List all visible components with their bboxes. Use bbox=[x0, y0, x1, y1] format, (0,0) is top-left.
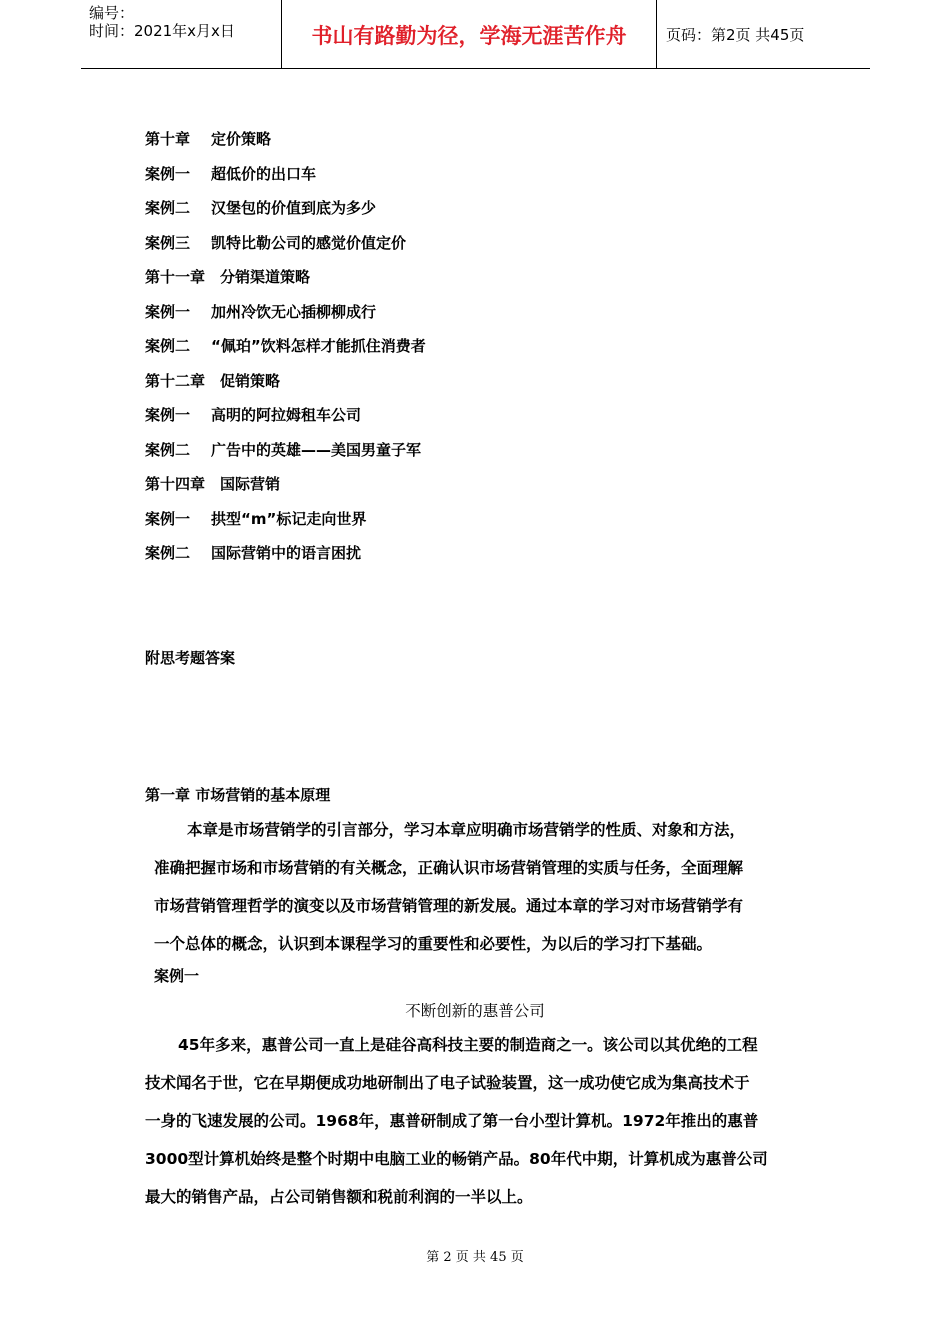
intro-line: 本章是市场营销学的引言部分，学习本章应明确市场营销学的性质、对象和方法， bbox=[187, 821, 746, 839]
toc-entry-text: 高明的阿拉姆租车公司 bbox=[211, 406, 362, 424]
intro-line: 一个总体的概念，认识到本课程学习的重要性和必要性，为以后的学习打下基础。 bbox=[154, 935, 713, 953]
toc-entry-text: 定价策略 bbox=[211, 130, 272, 148]
toc-entry bbox=[145, 266, 310, 287]
intro-line: 市场营销管理哲学的演变以及市场营销管理的新发展。通过本章的学习对市场营销学有 bbox=[154, 897, 744, 915]
case-line: 一身的飞速发展的公司。1968年，惠普研制成了第一台小型计算机。1972年推出的惠普 bbox=[145, 1112, 759, 1130]
toc-entry-text: 汉堡包的价值到底为多少 bbox=[211, 199, 377, 217]
toc-entry-label: 案例一 bbox=[145, 164, 191, 183]
toc-entry-text: “佩珀”饮料怎样才能抓住消费者 bbox=[211, 337, 426, 355]
case-line: 最大的销售产品，占公司销售额和税前利润的一半以上。 bbox=[145, 1188, 533, 1206]
toc-entry-text: 拱型“m”标记走向世界 bbox=[211, 509, 367, 528]
toc-entry-text: 广告中的英雄——美国男童子军 bbox=[211, 440, 422, 459]
toc-entry-label: 案例二 bbox=[145, 199, 191, 217]
toc-entry-label: 案例一 bbox=[145, 302, 191, 321]
case-title: 不断创新的惠普公司 bbox=[405, 1002, 545, 1020]
toc-entry-label: 第十四章 bbox=[145, 475, 206, 493]
page-footer: 第 2 页 共 45 页 bbox=[426, 1250, 524, 1265]
case-label: 案例一 bbox=[154, 967, 200, 985]
serial-label: 编号： bbox=[89, 4, 135, 22]
toc-entry-label: 案例一 bbox=[145, 406, 191, 424]
toc-entry bbox=[145, 232, 406, 253]
toc-entry bbox=[145, 301, 376, 322]
toc-entry-text: 国际营销中的语言困扰 bbox=[211, 544, 362, 562]
toc-entry-label: 案例二 bbox=[145, 544, 191, 562]
intro-line: 准确把握市场和市场营销的有关概念，正确认识市场营销管理的实质与任务，全面理解 bbox=[154, 859, 744, 877]
case-line: 45年多来，惠普公司一直上是硅谷高科技主要的制造商之一。该公司以其优绝的工程 bbox=[178, 1036, 758, 1054]
toc-entry-label: 案例二 bbox=[145, 440, 191, 459]
page-header bbox=[81, 0, 870, 69]
toc-entry-label: 第十一章 bbox=[145, 268, 206, 286]
toc-entry-label: 第十章 bbox=[145, 130, 191, 148]
toc-entry bbox=[145, 439, 421, 460]
motto: 书山有路勤为径，学海无涯苦作舟 bbox=[311, 24, 627, 48]
toc-entry-label: 第十二章 bbox=[145, 371, 206, 390]
toc-entry-text: 国际营销 bbox=[220, 475, 281, 493]
case-line: 技术闻名于世，它在早期便成功地研制出了电子试验装置，这一成功使它成为集高技术于 bbox=[145, 1074, 750, 1092]
header-page-cell bbox=[656, 0, 870, 68]
toc-entry bbox=[145, 508, 366, 529]
toc-entry bbox=[145, 128, 271, 149]
toc-entry-text: 加州冷饮无心插柳柳成行 bbox=[211, 302, 377, 321]
header-motto-cell bbox=[281, 0, 657, 68]
toc-entry bbox=[145, 404, 361, 425]
appendix-heading: 附思考题答案 bbox=[145, 649, 236, 667]
toc-entry-label: 案例三 bbox=[145, 233, 191, 252]
toc-entry bbox=[145, 542, 361, 563]
toc-entry-label: 案例一 bbox=[145, 509, 191, 528]
date-label: 时间：2021年x月x日 bbox=[89, 22, 235, 40]
toc-entry bbox=[145, 163, 316, 184]
toc-entry-label: 案例二 bbox=[145, 337, 191, 355]
toc-entry bbox=[145, 370, 280, 391]
toc-entry-text: 分销渠道策略 bbox=[220, 268, 311, 286]
toc-entry bbox=[145, 473, 280, 494]
case-line: 3000型计算机始终是整个时期中电脑工业的畅销产品。80年代中期，计算机成为惠普公司 bbox=[145, 1150, 768, 1168]
toc-entry-text: 超低价的出口车 bbox=[211, 164, 317, 183]
toc-entry bbox=[145, 197, 376, 218]
toc-entry-text: 促销策略 bbox=[220, 371, 281, 390]
page-info: 页码：第2页 共45页 bbox=[666, 26, 805, 44]
chapter-title: 第一章 市场营销的基本原理 bbox=[145, 786, 331, 804]
toc-entry-text: 凯特比勒公司的感觉价值定价 bbox=[211, 233, 407, 252]
header-meta bbox=[81, 0, 281, 68]
toc-entry bbox=[145, 335, 426, 356]
